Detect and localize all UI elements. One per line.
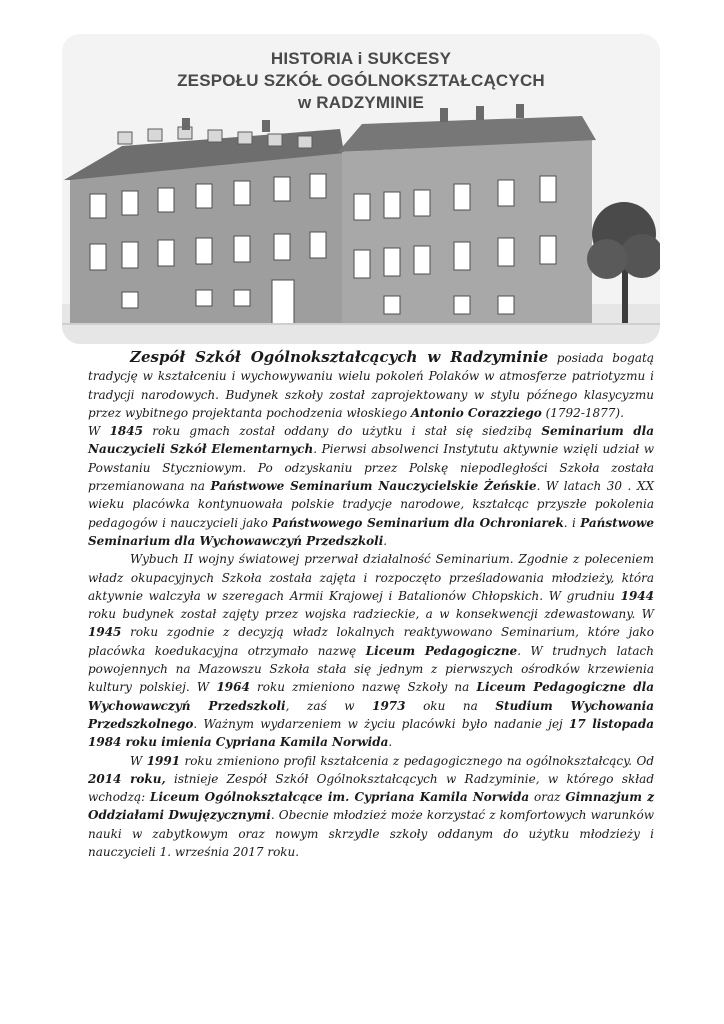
text-run: W xyxy=(130,753,147,768)
text-run: roku gmach został oddany do użytku i stał się siedzibą xyxy=(142,424,542,439)
text-run: . xyxy=(388,735,393,750)
text-run: roku budynek został zajęty przez wojska radzieckie, a w konsekwencji zdewastowany. W xyxy=(88,607,654,622)
header-title-line-2: ZESPOŁU SZKÓŁ OGÓLNOKSZTAŁCĄCYCH xyxy=(177,71,545,90)
bold-text: Liceum Pedagogiczne xyxy=(365,643,518,658)
paragraph xyxy=(88,348,654,422)
text-run: , zaś w xyxy=(285,698,373,713)
text-run: . i xyxy=(563,515,581,530)
text-run: . Ważnym wydarzeniem w życiu placówki było nadanie jej xyxy=(193,716,569,731)
bold-text: Zespół Szkół Ogólnokształcących w Radzyminie xyxy=(130,348,549,366)
bold-text: 1991 xyxy=(146,753,181,768)
bold-text: Antonio Corazziego xyxy=(410,405,542,420)
paragraph xyxy=(88,752,654,862)
text-run: istnieje Zespół Szkół Ogólnokształcących w Radzyminie, w którego skład wchodzą: xyxy=(88,771,655,805)
history-text xyxy=(88,348,654,861)
bold-text: 1964 xyxy=(216,680,250,695)
header-title-line-1: HISTORIA i SUKCESY xyxy=(270,49,452,68)
header-title xyxy=(62,48,660,114)
text-run: . Obecnie młodzież może korzystać z komfortowych warunków nauki w zabytkowym oraz nowym skrzydle szkoły oddanym do użytku młodzieży i nauczycieli 1. września 2017 roku. xyxy=(88,808,654,860)
text-run: roku zmieniono nazwę Szkoły na xyxy=(249,680,477,695)
paragraph xyxy=(88,550,654,751)
bold-text: Gimnazjum z Oddziałami Dwujęzycznymi xyxy=(88,790,655,823)
text-run: oku na xyxy=(405,698,496,713)
bold-text: 1845 xyxy=(109,424,143,439)
text-run: . Pierwsi absolwenci Instytutu aktywnie wzięli udział w Powstaniu Styczniowym. Po odzyskaniu przez Polskę niepodległości Szkoła została przemianowana na xyxy=(88,442,654,494)
bold-text: Państwowe Seminarium dla Wychowawczyń Przedszkoli xyxy=(88,515,655,548)
bold-text: Liceum Pedagogiczne dla Wychowawczyń Przedszkoli xyxy=(88,680,655,713)
header-banner xyxy=(62,34,660,344)
text-run: (1792-1877). xyxy=(541,405,624,420)
paragraph xyxy=(88,422,654,550)
text-run: . xyxy=(383,533,388,548)
bold-text: 1945 xyxy=(88,625,122,640)
bold-text: 1973 xyxy=(372,698,406,713)
bold-text: Państwowe Seminarium Nauczycielskie Żeńskie xyxy=(210,479,537,494)
bold-text: 17 listopada 1984 roku imienia Cypriana Kamila Norwida xyxy=(88,716,654,750)
text-run: roku zgodnie z decyzją władz lokalnych reaktywowano Seminarium, które jako placówka koedukacyjna otrzymało nazwę xyxy=(88,625,654,658)
bold-text: 2014 roku, xyxy=(88,771,166,786)
text-run: oraz xyxy=(529,790,566,805)
text-run: . W trudnych latach powojennych na Mazowszu Szkoła stała się jednym z pierwszych ośrodków krzewienia kultury polskiej. W xyxy=(88,643,654,695)
text-run: roku zmieniono profil kształcenia z pedagogicznego na ogólnokształcący. Od xyxy=(180,753,654,768)
text-run: . W latach 30 . XX wieku placówka kontynuowała polskie tradycje narodowe, kształcąc przyszłe pokolenia pedagogów i nauczycieli jako xyxy=(88,479,654,530)
bold-text: Seminarium dla Nauczycieli Szkół Elementarnych xyxy=(88,424,655,457)
text-run: Wybuch II wojny światowej przerwał działalność Seminarium. Zgodnie z poleceniem władz okupacyjnych Szkoła została zajęta i rozpoczęto prześladowania młodzieży, która aktywnie walczyła w szeregach Armii Krajowej i Batalionów Chłopskich. W grudniu xyxy=(88,552,654,603)
bold-text: 1944 xyxy=(620,588,654,603)
header-title-line-3: w RADZYMINIE xyxy=(297,93,425,112)
bold-text: Państwowego Seminarium dla Ochroniarek xyxy=(272,515,564,530)
text-run: posiada bogatą tradycję w kształceniu i wychowywaniu wielu pokoleń Polaków w atmosferze patriotyzmu i tradycji narodowych. Budynek szkoły został zaprojektowany w stylu późnego klasycyzmu przez wybitnego projektanta pochodzenia włoskiego xyxy=(88,351,654,420)
bold-text: Liceum Ogólnokształcące im. Cypriana Kamila Norwida xyxy=(150,790,530,805)
text-run: W xyxy=(88,424,110,439)
bold-text: Studium Wychowania Przedszkolnego xyxy=(88,698,654,731)
